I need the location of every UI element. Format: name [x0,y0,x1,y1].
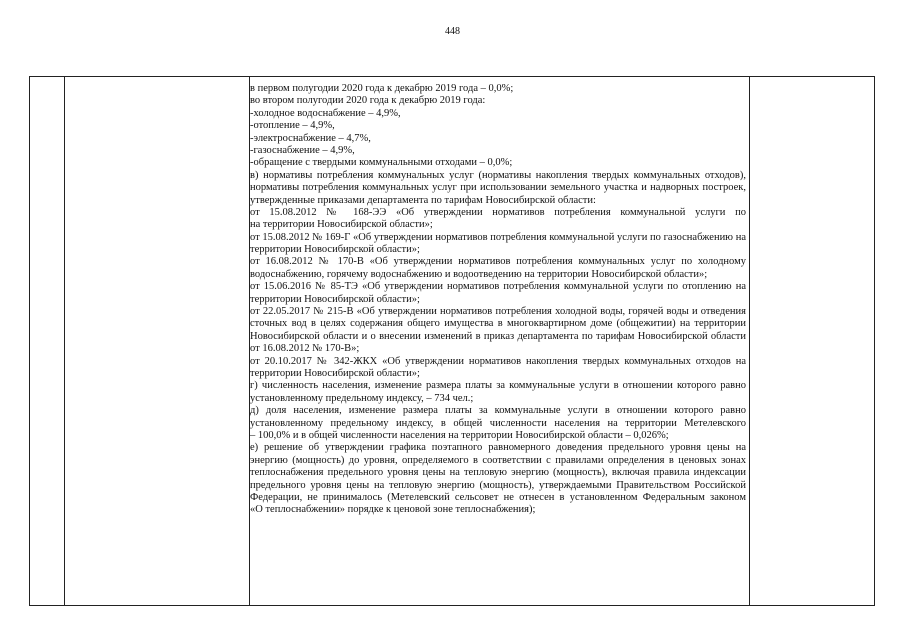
text-line: предельного уровня цены на тепловую энергию (мощность), утверждаемыми Правительством Российской [250,479,746,491]
table-column-1 [30,77,65,605]
text-line: территории Новосибирской области»; [250,367,420,379]
text-line: е) решение об утверждении графика поэтапного равномерного доведения предельного уровня цены на [250,442,746,454]
text-line: Федерации, не принималось (Метелевский сельсовет не отнесен в установленном Федеральным законом [250,491,746,503]
text-line: от 16.08.2012 № 170-В «Об утверждении нормативов потребления коммунальных услуг по холодному [250,256,746,268]
text-line: -обращение с твердыми коммунальными отходами – 0,0%; [250,157,513,169]
text-line: от 22.05.2017 № 215-В «Об утверждении нормативов потребления холодной воды, горячей воды и отведения [250,306,746,318]
table-column-2 [64,77,250,605]
text-line: теплоснабжения предельного уровня цены на тепловую энергию (мощность), включая правила индексации [250,467,746,479]
text-line: «О теплоснабжении» порядке к ценовой зоне теплоснабжения); [250,504,536,516]
table-column-4 [749,77,750,605]
text-line: от 15.08.2012 № 168-ЭЭ «Об утверждении нормативов потребления коммунальной услуги по [250,206,746,218]
text-line: -отопление – 4,9%, [250,120,335,132]
text-line: -холодное водоснабжение – 4,9%, [250,107,401,119]
text-line: водоснабжению, горячему водоснабжению и водоотведению на территории Новосибирской области»; [250,268,708,280]
text-line: энергию (мощность) до уровня, определяемого в соответствии с правилами определения в ценовых зонах [250,454,746,466]
text-line: сточных вод в целях содержания общего имущества в многоквартирном доме (общежитии) на территории [250,318,746,330]
text-line: установленному предельному индексу, – 734 чел.; [250,392,474,404]
text-line: территории Новосибирской области»; [250,244,420,256]
text-line: от 15.08.2012 № 169-Г «Об утверждении нормативов потребления коммунальной услуги по газоснабжению на [250,231,746,243]
text-line: в) нормативы потребления коммунальных услуг (нормативы накопления твердых коммунальных отходов), [250,169,746,181]
text-line: – 100,0% и в общей численности населения на территории Новосибирской области – 0,026%; [250,429,669,441]
text-line: д) доля населения, изменение размера платы за коммунальные услуги в отношении которого равно [250,405,746,417]
text-line: -газоснабжение – 4,9%, [250,144,355,156]
text-line: установленному предельному индексу, в общей численности населения на территории Метелевского [250,417,746,429]
text-line: нормативы потребления коммунальных услуг при использовании земельного участка и надворных построек, [250,182,746,194]
page-number: 448 [445,26,460,37]
text-line: от 16.08.2012 № 170-В»; [250,343,360,355]
text-line: на территории Новосибирской области»; [250,219,433,231]
text-line: Новосибирской области и о внесении изменений в приказ департамента по тарифам Новосибирской области [250,330,746,342]
text-line: от 20.10.2017 № 342-ЖКХ «Об утверждении нормативов накопления твердых коммунальных отходов на [250,355,746,367]
text-line: г) численность населения, изменение размера платы за коммунальные услуги в отношении которого равно [250,380,746,392]
text-line: -электроснабжение – 4,7%, [250,132,371,144]
table-cell-text [250,83,746,517]
text-line: от 15.06.2016 № 85-ТЭ «Об утверждении нормативов потребления коммунальной услуги по отоплению на [250,281,746,293]
document-table [29,76,875,606]
text-line: в первом полугодии 2020 года к декабрю 2019 года – 0,0%; [250,83,514,94]
text-line: во втором полугодии 2020 года к декабрю 2019 года: [250,95,486,107]
text-line: территории Новосибирской области»; [250,293,420,305]
text-line: утвержденные приказами департамента по тарифам Новосибирской области: [250,194,596,206]
